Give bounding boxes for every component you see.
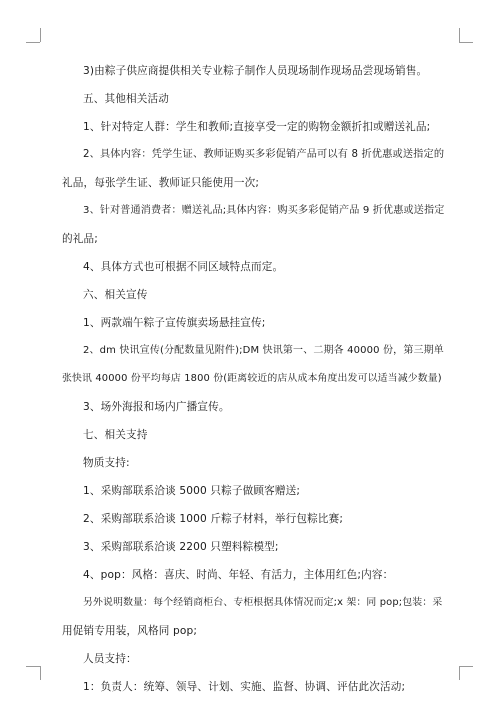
paragraph-line: 3、场外海报和场内广播宣传。	[83, 401, 230, 413]
crop-mark-bottom-left-v	[40, 666, 41, 680]
crop-mark-bottom-right-v	[459, 666, 460, 680]
crop-mark-top-left-v	[40, 28, 41, 42]
paragraph-line: 3)由粽子供应商提供相关专业粽子制作人员现场制作现场品尝现场销售。	[83, 65, 428, 77]
paragraph-line: 4、pop：风格：喜庆、时尚、年轻、有活力，主体用红色;内容：	[83, 569, 394, 581]
paragraph-line: 2、具体内容：凭学生证、教师证购买多彩促销产品可以有 8 折优惠或送指定的	[83, 149, 445, 160]
paragraph-line: 张快讯 40000 份平均每店 1800 份(距离较近的店从成本角度出发可以适当减少数量)	[62, 373, 442, 384]
paragraph-line: 2、dm 快讯宣传(分配数量见附件);DM 快讯第一、二期各 40000 份，第三期单	[83, 345, 444, 356]
subsection-label: 人员支持：	[83, 653, 137, 665]
crop-mark-bottom-left-h	[26, 666, 40, 667]
paragraph-line: 1、针对特定人群：学生和教师;直接享受一定的购物金额折扣或赠送礼品;	[83, 121, 431, 133]
subsection-label: 物质支持:	[83, 457, 130, 469]
paragraph-line: 4、具体方式也可根据不同区域特点而定。	[83, 261, 284, 273]
crop-mark-top-right-h	[459, 42, 473, 43]
paragraph-line: 3、采购部联系洽谈 2200 只塑料粽模型;	[83, 541, 279, 553]
paragraph-line: 另外说明数量：每个经销商柜台、专柜根据具体情况而定;x 架：同 pop;包装：采	[83, 597, 443, 608]
document-body	[62, 64, 444, 694]
paragraph-line: 2、采购部联系洽谈 1000 斤粽子材料，举行包粽比赛;	[83, 513, 344, 525]
paragraph-line: 礼品，每张学生证、教师证只能使用一次;	[62, 177, 260, 189]
crop-mark-top-left-h	[26, 42, 40, 43]
paragraph-line: 用促销专用装，风格同 pop;	[62, 625, 198, 637]
crop-mark-top-right-v	[459, 28, 460, 42]
paragraph-line: 的礼品;	[62, 233, 98, 245]
section-heading: 七、相关支持	[83, 429, 148, 441]
paragraph-line: 1、采购部联系洽谈 5000 只粽子做顾客赠送;	[83, 485, 301, 497]
paragraph-line: 3、针对普通消费者：赠送礼品;具体内容：购买多彩促销产品 9 折优惠或送指定	[83, 205, 445, 216]
section-heading: 五、其他相关活动	[83, 93, 169, 105]
paragraph-line: 1：负责人：统筹、领导、计划、实施、监督、协调、评估此次活动;	[83, 681, 406, 693]
paragraph-line: 1、两款端午粽子宣传旗卖场悬挂宣传;	[83, 317, 266, 329]
section-heading: 六、相关宣传	[83, 289, 148, 301]
crop-mark-bottom-right-h	[459, 666, 473, 667]
